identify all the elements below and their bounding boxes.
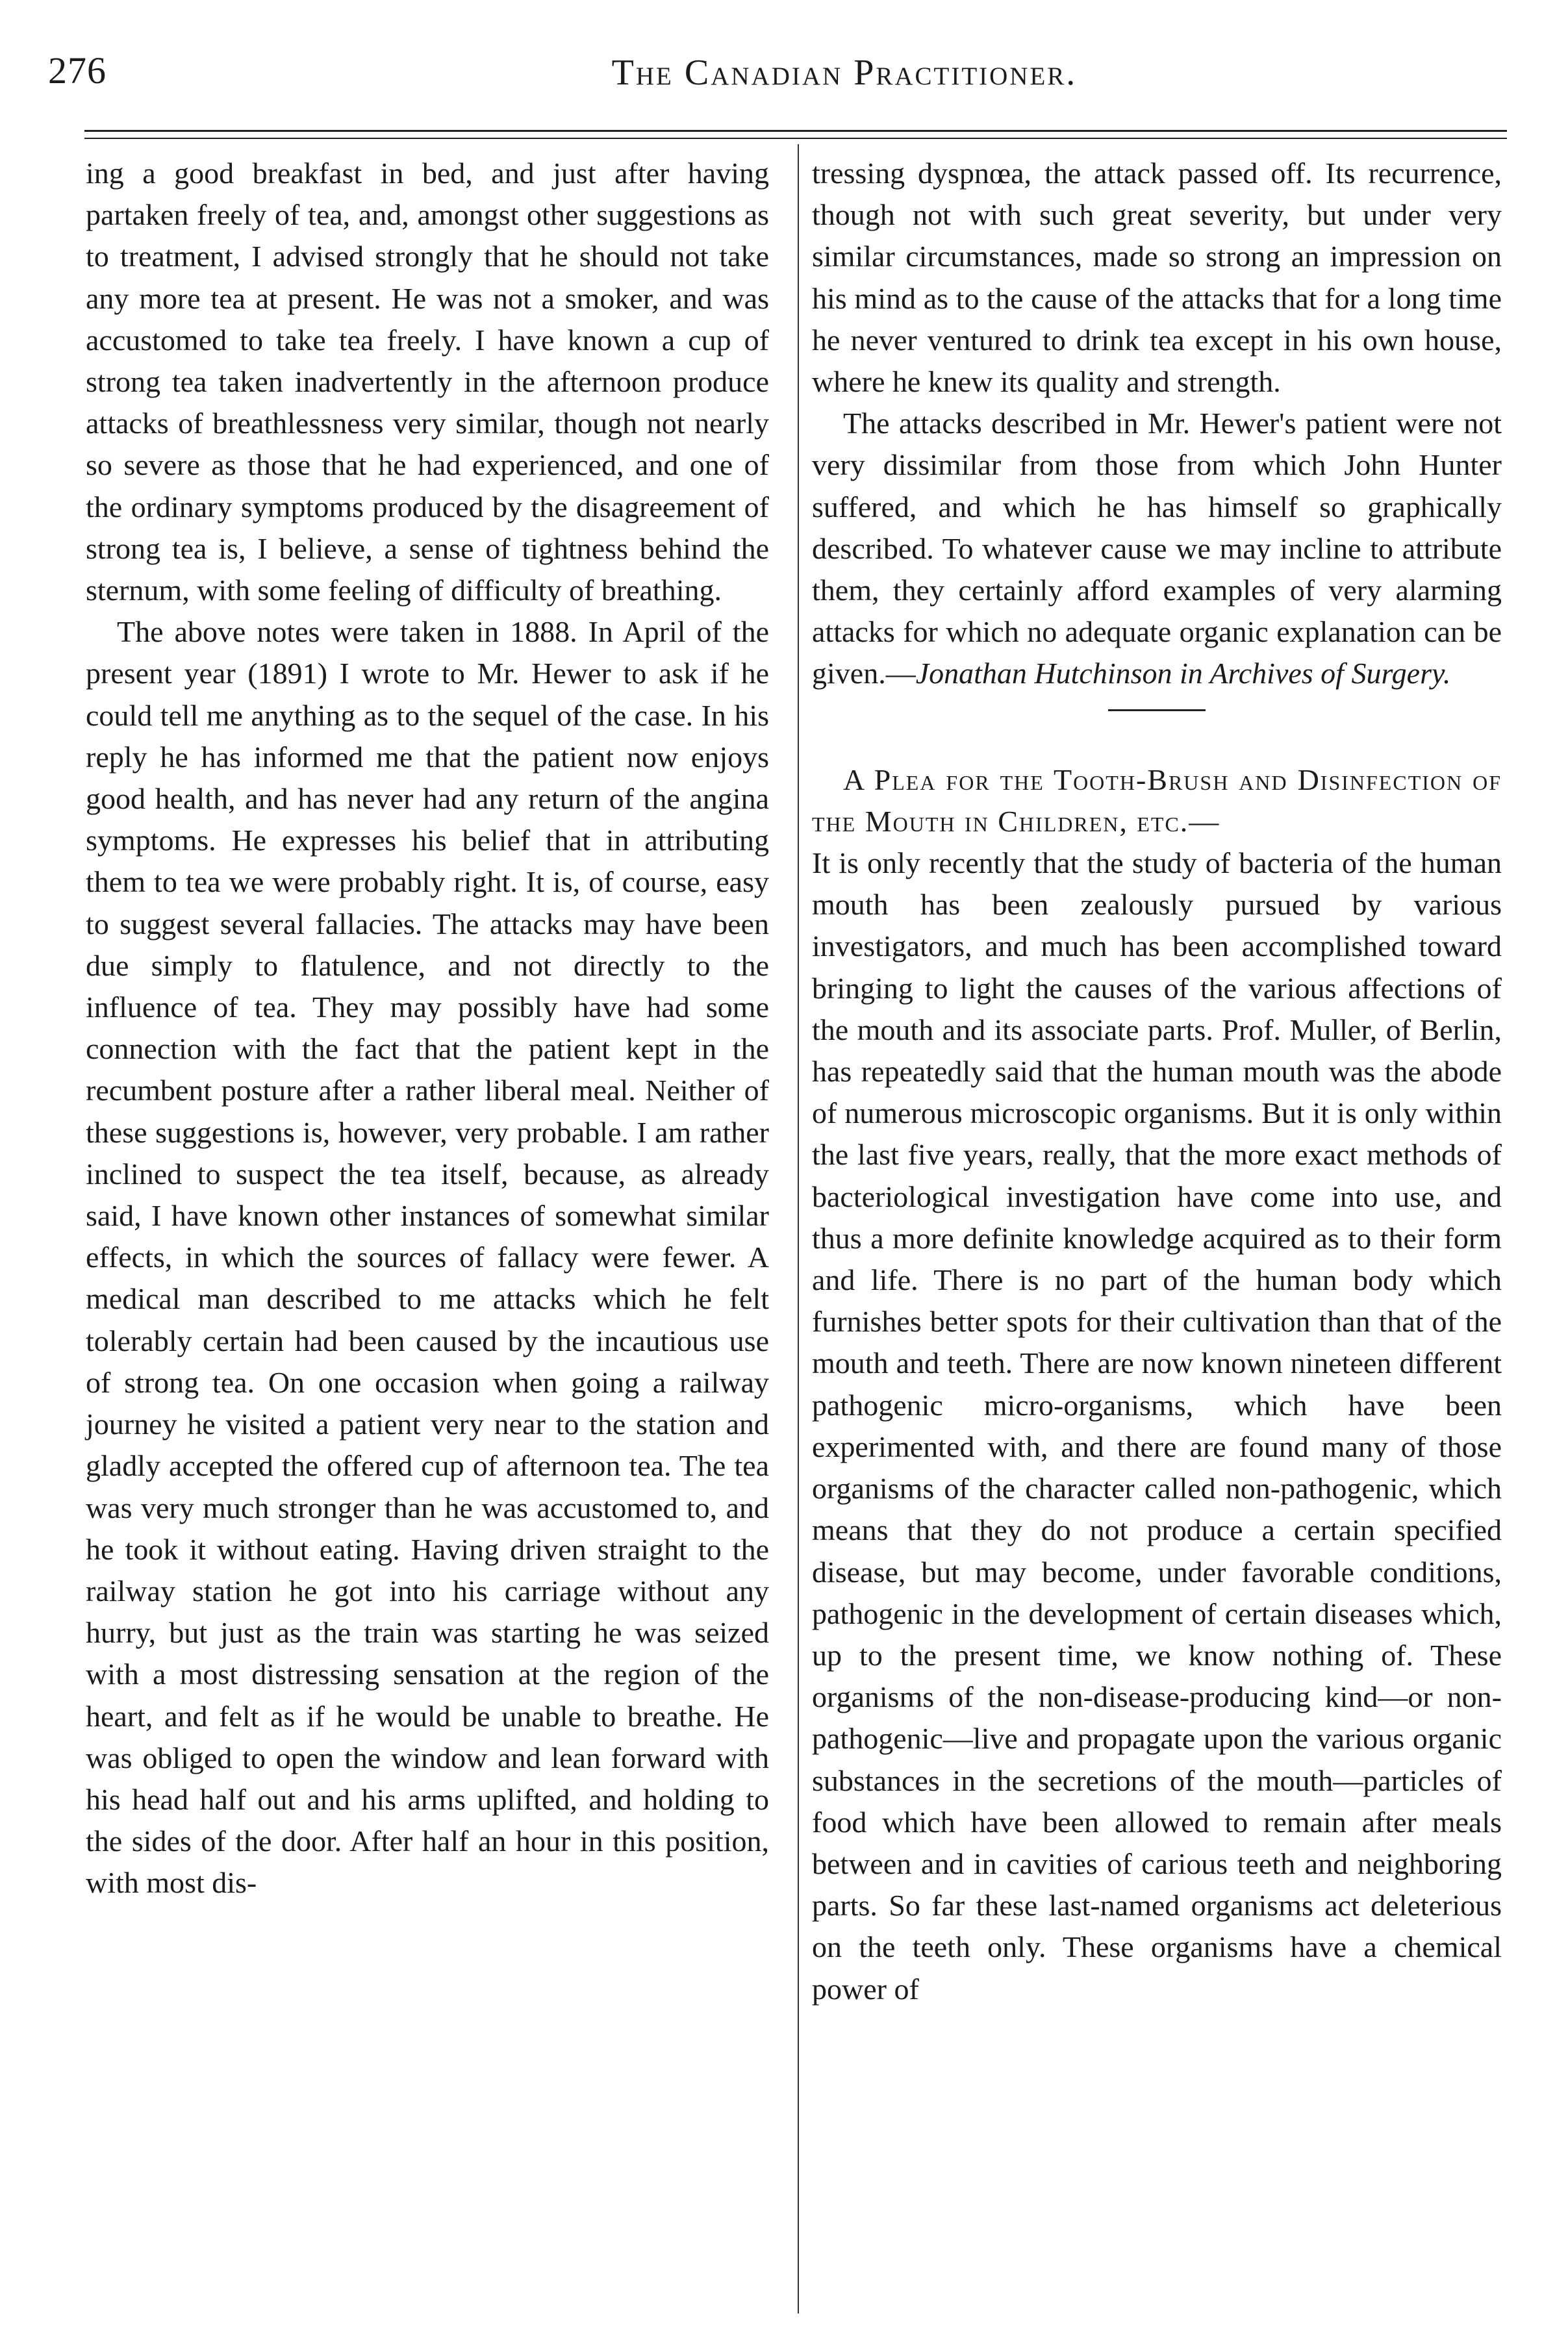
header-rule-thin — [84, 138, 1507, 139]
right-paragraph-3: It is only recently that the study of bacteria of the human mouth has been zealously pursued by various investigators, and much has been accomplished toward bringing to light the causes of the various affections of the mouth and its associate parts. Prof. Muller, of Berlin, has repeatedly said that the human mouth was the abode of numerous microscopic organisms. But it is only within the last five years, really, that the more exact methods of bacteriological investigation have come into use, and thus a more definite knowledge acquired as to their form and life. There is no part of the human body which furnishes better spots for their cultivation than that of the mouth and teeth. There are now known nineteen different pathogenic micro-organisms, which have been experimented with, and there are found many of those organisms of the character called non-pathogenic, which means that they do not produce a certain specified disease, but may become, under favorable conditions, pathogenic in the development of certain diseases which, up to the present time, we know nothing of. These organisms of the non-disease-producing kind—or non-pathogenic—live and propagate upon the various organic substances in the secretions of the mouth—particles of food which have been allowed to remain after meals between and in cavities of carious teeth and neighboring parts. So far these last-named organisms act deleterious on the teeth only. These organisms have a chemical power of — [812, 846, 1502, 2006]
running-title: The Canadian Practitioner. — [611, 53, 1078, 93]
section-heading: A Plea for the Tooth-Brush and Disinfection of the Mouth in Children, etc.— — [812, 762, 1502, 838]
right-paragraph-2-text: The attacks described in Mr. Hewer's patient were not very dissimilar from those from which John Hunter suffered, and which he has himself so graphically described. To whatever cause we may incline to attribute them, they certainly afford examples of very alarming attacks for which no adequate organic explanation can be given.— — [812, 407, 1502, 690]
section-separator — [1108, 709, 1206, 711]
left-paragraph-1: ing a good breakfast in bed, and just after having partaken freely of tea, and, amongst other suggestions as to treatment, I advised strongly that he should not take any more tea at present. He was not a smoker, and was accustomed to take tea freely. I have known a cup of strong tea taken inadvertently in the afternoon produce attacks of breathlessness very similar, though not nearly so severe as those that he had experienced, and one of the ordinary symptoms produced by the disagreement of strong tea is, I believe, a sense of tightness behind the sternum, with some feeling of difficulty of breathing. — [86, 157, 769, 607]
right-column — [812, 153, 1502, 2010]
page-number: 276 — [48, 49, 107, 92]
citation: Jonathan Hutchinson in Archives of Surgery. — [915, 657, 1451, 690]
right-paragraph-1: tressing dyspnœa, the attack passed off. Its recurrence, though not with such great severity, but under very similar circumstances, made so strong an impression on his mind as to the cause of the attacks that for a long time he never ventured to drink tea except in his own house, where he knew its quality and strength. — [812, 157, 1502, 399]
right-paragraph-2 — [812, 403, 1502, 694]
left-column — [86, 153, 769, 1904]
left-paragraph-2: The above notes were taken in 1888. In April of the present year (1891) I wrote to Mr. Hewer to ask if he could tell me anything as to the sequel of the case. In his reply he has informed me that the patient now enjoys good health, and has never had any return of the angina symptoms. He expresses his belief that in attributing them to tea we were probably right. It is, of course, easy to suggest several fallacies. The attacks may have been due simply to flatulence, and not directly to the influence of tea. They may possibly have had some connection with the fact that the patient kept in the recumbent posture after a rather liberal meal. Neither of these suggestions is, however, very probable. I am rather inclined to suspect the tea itself, because, as already said, I have known other instances of somewhat similar effects, in which the sources of fallacy were fewer. A medical man described to me attacks which he felt tolerably certain had been caused by the incautious use of strong tea. On one occasion when going a railway journey he visited a patient very near to the station and gladly accepted the offered cup of afternoon tea. The tea was very much stronger than he was accustomed to, and he took it without eating. Having driven straight to the railway station he got into his carriage without any hurry, but just as the train was starting he was seized with a most distressing sensation at the region of the heart, and felt as if he would be unable to breathe. He was obliged to open the window and lean forward with his head half out and his arms uplifted, and holding to the sides of the door. After half an hour in this position, with most dis- — [86, 615, 769, 1900]
column-divider — [798, 144, 799, 2313]
header-rule — [84, 130, 1507, 132]
